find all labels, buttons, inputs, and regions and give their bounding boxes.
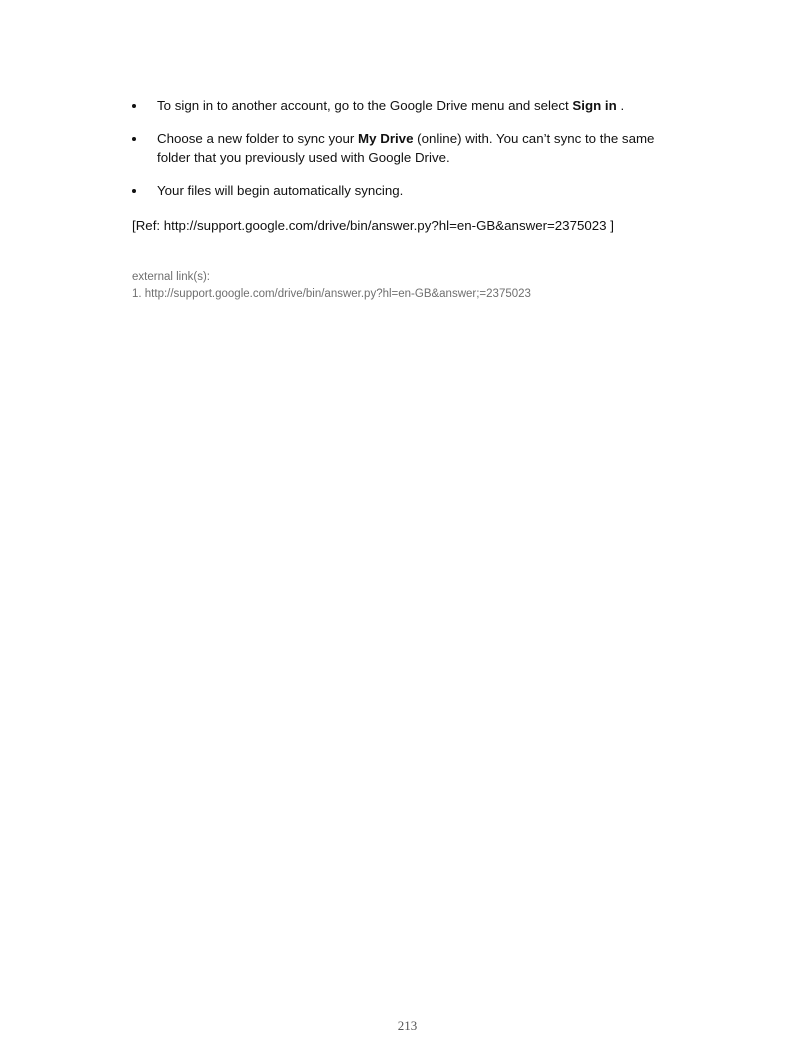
bullet-text-tail: (online) with. You can’t sync to the same folder that you previously used with Google Drive. bbox=[157, 131, 655, 165]
bullet-bold-text: My Drive bbox=[358, 131, 414, 146]
reference-line: [Ref: http://support.google.com/drive/bin/answer.py?hl=en-GB&answer=2375023 ] bbox=[132, 218, 614, 233]
bullet-list bbox=[132, 96, 677, 214]
bullet-text: To sign in to another account, go to the Google Drive menu and select bbox=[157, 98, 573, 113]
bullet-dot bbox=[132, 189, 136, 193]
bullet-bold-text: Sign in bbox=[572, 98, 617, 113]
list-item bbox=[132, 181, 677, 200]
bullet-dot bbox=[132, 137, 136, 141]
bullet-text: Choose a new folder to sync your bbox=[157, 131, 359, 146]
list-item bbox=[132, 96, 677, 115]
list-item bbox=[132, 129, 677, 167]
bullet-dot bbox=[132, 104, 136, 108]
external-link[interactable]: 1. http://support.google.com/drive/bin/answer.py?hl=en-GB&answer;=2375023 bbox=[132, 288, 531, 300]
bullet-text-tail: . bbox=[616, 98, 625, 113]
page-number: 213 bbox=[397, 1018, 418, 1033]
external-links-heading: external link(s): bbox=[132, 271, 210, 283]
bullet-text: Your files will begin automatically syncing. bbox=[157, 183, 404, 198]
